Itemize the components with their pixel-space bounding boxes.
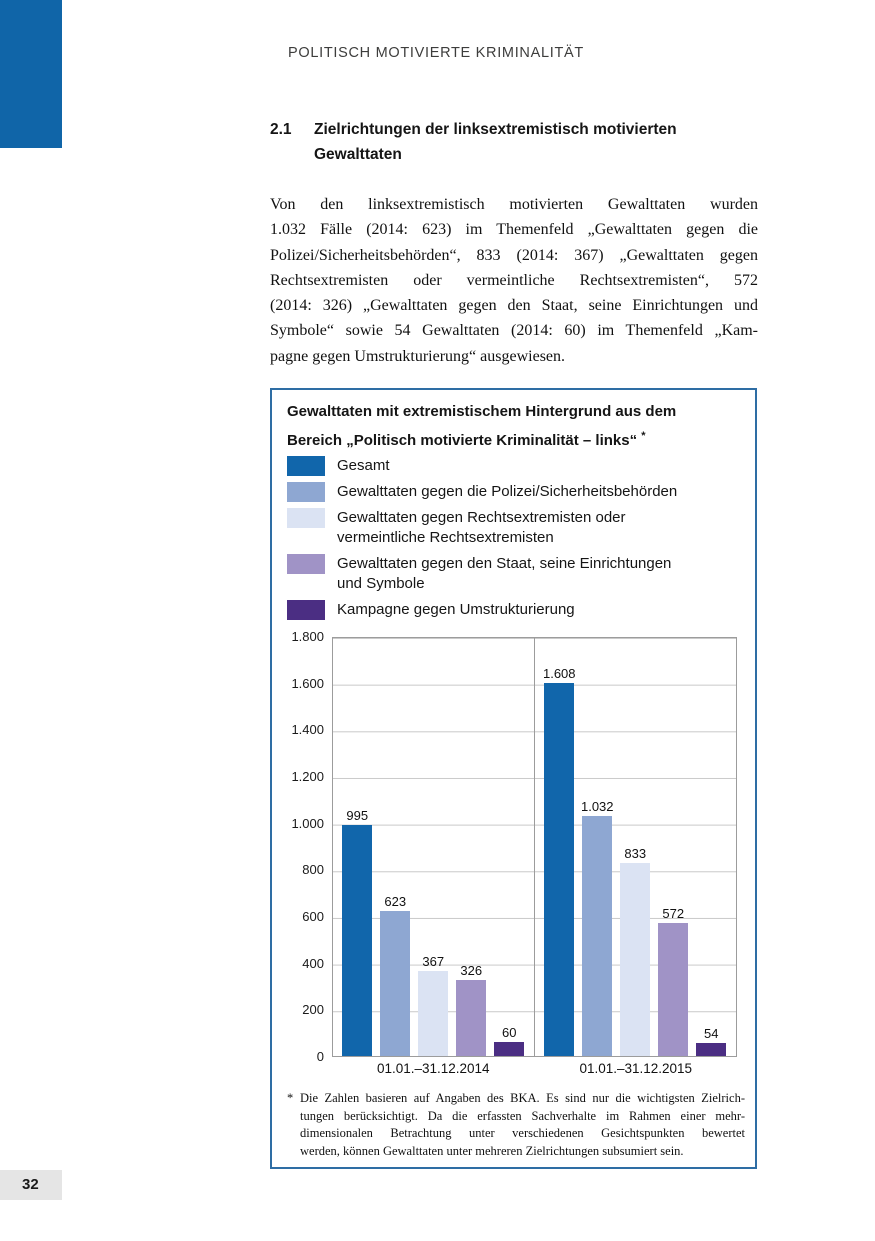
- bar-column: [380, 638, 410, 1056]
- legend-swatch: [287, 456, 325, 476]
- bar-value-label: 623: [384, 894, 407, 910]
- footnote-line: werden, können Gewalttaten unter mehreren Zielrichtungen subsumiert sein.: [300, 1143, 684, 1158]
- legend-item: [287, 482, 677, 502]
- bar-value-label: 326: [460, 963, 483, 979]
- bar-rect: [418, 971, 448, 1056]
- bar-rect: [620, 863, 650, 1056]
- section-number: 2.1: [270, 121, 292, 138]
- footnote-line: tungen berücksichtigt. Da die erfassten Sachverhalte im Rahmen einer mehr-: [300, 1108, 745, 1123]
- legend-label: [337, 554, 671, 594]
- body-line: Rechtsextremisten oder vermeintliche Rechtsextremisten“, 572: [270, 271, 758, 289]
- running-header: POLITISCH MOTIVIERTE KRIMINALITÄT: [288, 45, 584, 61]
- chart-footnote: [287, 1090, 745, 1160]
- legend-label-line: Gewalttaten gegen den Staat, seine Einrichtungen: [337, 555, 672, 572]
- legend-label-line: Gesamt: [337, 457, 390, 474]
- y-tick-label: 1.000: [291, 815, 324, 831]
- bar-rect: [658, 923, 688, 1056]
- plot-area: [332, 637, 737, 1057]
- footnote-line: Die Zahlen basieren auf Angaben des BKA. Es sind nur die wichtigsten Zielrich-: [300, 1091, 745, 1105]
- section-heading: [270, 117, 770, 167]
- legend-label-line: und Symbole: [337, 575, 425, 592]
- bar-column: [418, 638, 448, 1056]
- footnote-text: [300, 1090, 745, 1160]
- legend-swatch: [287, 554, 325, 574]
- bar-value-label: 367: [422, 953, 445, 969]
- chart-title-text: Bereich „Politisch motivierte Kriminalität – links“: [287, 432, 638, 449]
- legend-swatch: [287, 508, 325, 528]
- page-number: 32: [22, 1176, 39, 1193]
- y-tick-label: 600: [302, 909, 324, 924]
- bar-rect: [380, 911, 410, 1056]
- bar-column: [494, 638, 524, 1056]
- bar-rect: [456, 980, 486, 1056]
- bar-rect: [494, 1042, 524, 1056]
- bar-rect: [696, 1043, 726, 1056]
- legend-swatch: [287, 600, 325, 620]
- bar-rect: [544, 683, 574, 1056]
- legend-item: [287, 600, 677, 620]
- bar-column: [658, 638, 688, 1056]
- bar-column: [620, 638, 650, 1056]
- chart-title-line: [287, 424, 745, 453]
- legend-item: [287, 456, 677, 476]
- body-line: (2014: 326) „Gewalttaten gegen den Staat, seine Einrichtungen und: [270, 297, 758, 315]
- x-axis: [332, 1061, 737, 1076]
- y-tick-label: 1.800: [291, 629, 324, 644]
- bar-column: [696, 638, 726, 1056]
- bar-value-label: 60: [502, 1025, 517, 1041]
- bar-group-2014: [333, 638, 535, 1056]
- legend-label: [337, 456, 390, 476]
- bar-value-label: 833: [624, 845, 647, 861]
- y-tick-label: 400: [302, 955, 324, 971]
- legend-swatch: [287, 482, 325, 502]
- bar-value-label: 995: [346, 807, 369, 823]
- legend-label: [337, 600, 575, 620]
- bar-column: [544, 638, 574, 1056]
- chart-title-line: Gewalttaten mit extremistischem Hintergrund aus dem: [287, 403, 677, 420]
- chart-title: [287, 399, 745, 453]
- body-line: 1.032 Fälle (2014: 623) im Themenfeld „Gewalttaten gegen die: [270, 221, 758, 239]
- chart-legend: [287, 456, 677, 620]
- body-line: Von den linksextremistisch motivierten Gewalttaten wurden: [270, 196, 758, 213]
- bar-value-label: 1.032: [580, 799, 614, 815]
- bar-value-label: 572: [662, 906, 685, 922]
- legend-item: [287, 508, 677, 548]
- y-tick-label: 200: [302, 1002, 324, 1018]
- footnote-marker: *: [287, 1091, 294, 1105]
- legend-label-line: Kampagne gegen Umstrukturierung: [337, 601, 575, 618]
- body-line: Polizei/Sicherheitsbehörden“, 833 (2014: 367) „Gewalttaten gegen: [270, 246, 758, 264]
- footnote-line: dimensionalen Betrachtung unter verschiedenen Gesichtspunkten bewertet: [300, 1126, 745, 1140]
- chart-box: [270, 388, 757, 1169]
- bar-column: [582, 638, 612, 1056]
- section-title-line: Zielrichtungen der linksextremistisch motivierten: [314, 121, 677, 138]
- y-tick-label: 1.600: [291, 675, 324, 691]
- bar-column: [456, 638, 486, 1056]
- bar-value-label: 54: [704, 1026, 719, 1042]
- y-tick-label: 0: [316, 1049, 324, 1064]
- section-title: [314, 117, 677, 167]
- y-tick-label: 800: [302, 862, 324, 878]
- y-tick-label: 1.200: [291, 769, 324, 784]
- bar-group-2015: [535, 638, 737, 1056]
- legend-item: [287, 554, 677, 594]
- section-title-line: Gewalttaten: [314, 146, 402, 163]
- y-tick-label: 1.400: [291, 722, 324, 738]
- legend-label-line: vermeintliche Rechtsextremisten: [337, 529, 554, 546]
- body-line: Symbole“ sowie 54 Gewalttaten (2014: 60) im Themenfeld „Kam-: [270, 322, 758, 340]
- legend-label: [337, 508, 626, 548]
- corner-accent-block: [0, 0, 62, 148]
- footnote-reference-mark: *: [641, 430, 646, 442]
- x-axis-label: 01.01.–31.12.2015: [579, 1061, 693, 1076]
- bar-rect: [342, 825, 372, 1056]
- bar-rect: [582, 816, 612, 1056]
- bar-column: [342, 638, 372, 1056]
- y-axis: [272, 629, 324, 1064]
- legend-label: [337, 482, 677, 502]
- body-line: pagne gegen Umstrukturierung“ ausgewiesen.: [270, 347, 566, 365]
- legend-label-line: Gewalttaten gegen die Polizei/Sicherheitsbehörden: [337, 483, 678, 500]
- body-paragraph: [270, 192, 758, 369]
- x-axis-label: 01.01.–31.12.2014: [376, 1061, 490, 1076]
- bar-value-label: 1.608: [542, 665, 576, 681]
- legend-label-line: Gewalttaten gegen Rechtsextremisten oder: [337, 509, 626, 526]
